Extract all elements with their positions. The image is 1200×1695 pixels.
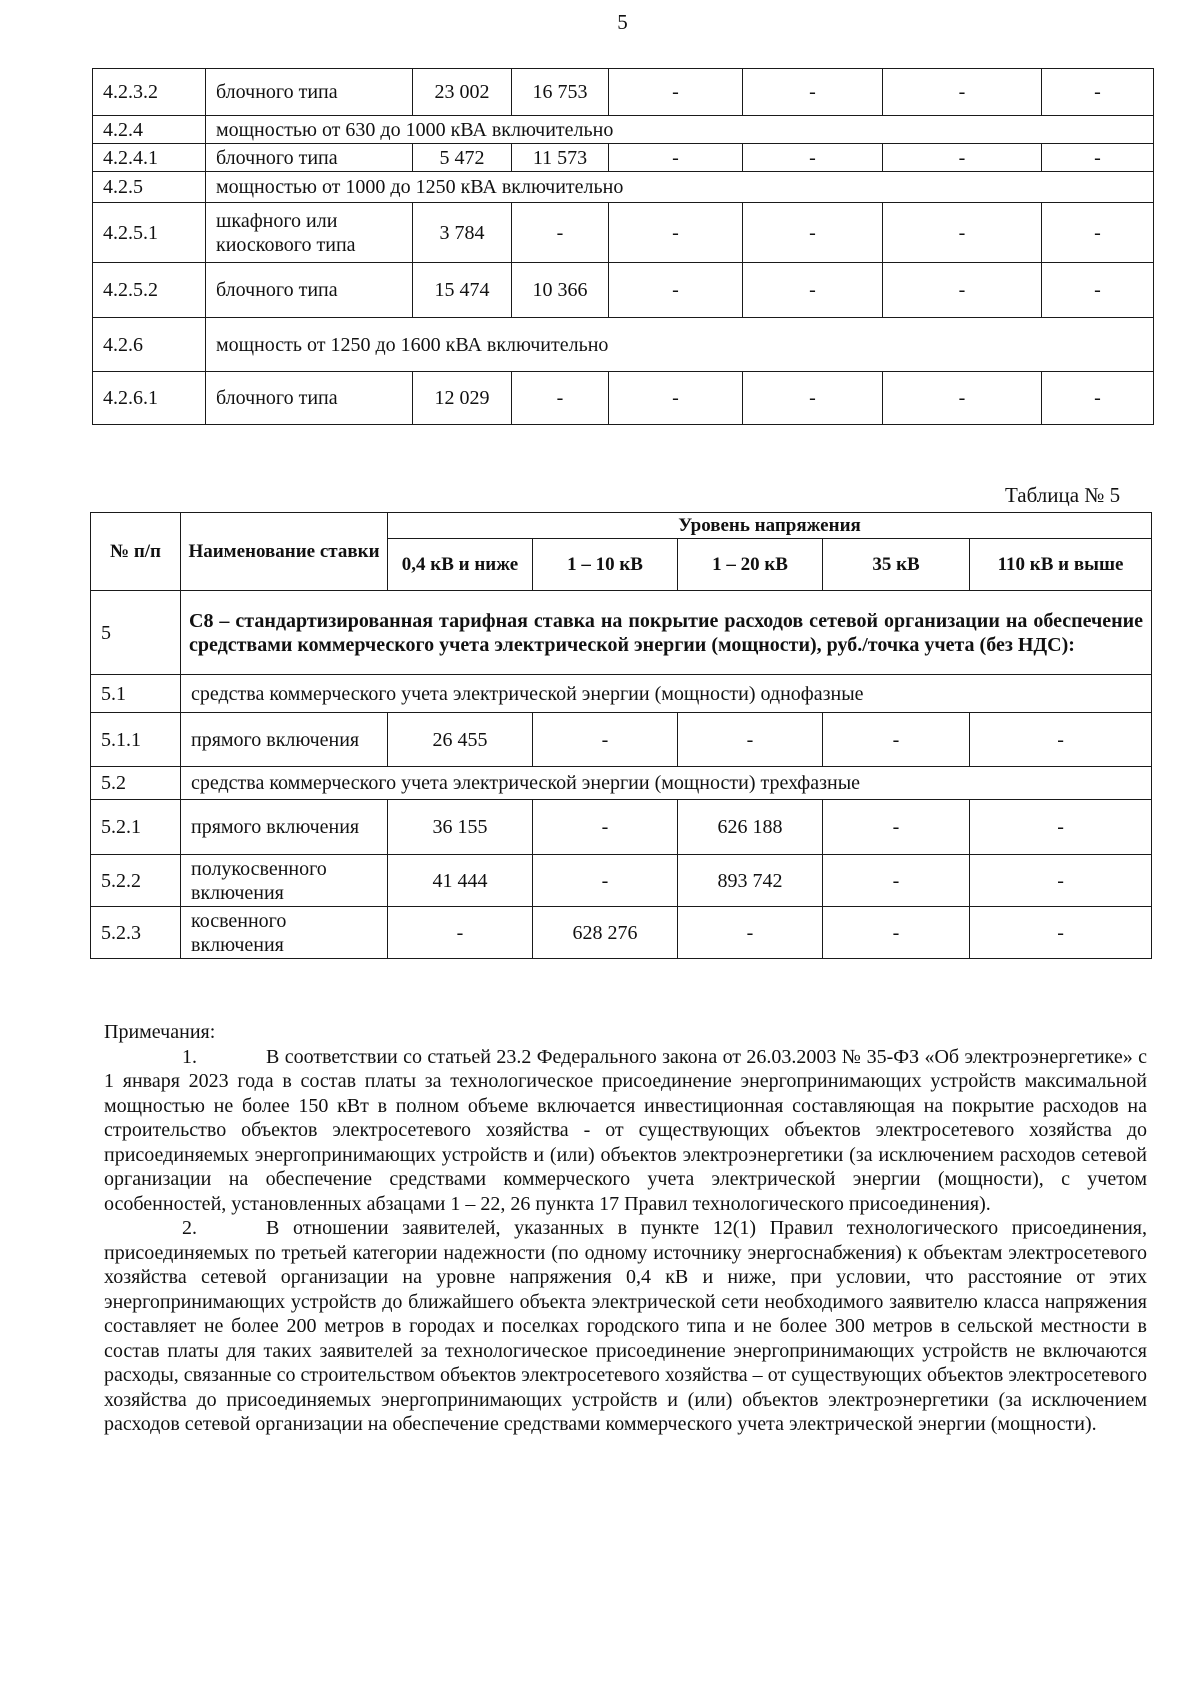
tariff-table (90, 512, 1152, 959)
row-span-text: мощность от 1250 до 1600 кВА включительно (206, 318, 1154, 372)
row-id: 4.2.4 (93, 116, 206, 144)
note-number: 2. (182, 1217, 197, 1239)
table-row (91, 907, 1152, 959)
value-cell: 10 366 (512, 263, 609, 318)
table-row (93, 318, 1154, 372)
value-cell: - (609, 203, 743, 263)
value-cell: - (609, 69, 743, 116)
value-cell: - (1042, 263, 1154, 318)
value-cell: - (743, 263, 883, 318)
row-id: 4.2.6.1 (93, 372, 206, 425)
value-cell: - (883, 69, 1042, 116)
row-id: 5.2.2 (91, 855, 181, 907)
value-cell: - (970, 800, 1152, 855)
table-caption: Таблица № 5 (1005, 483, 1121, 507)
row-name: прямого включения (181, 713, 388, 767)
row-id: 5.2.1 (91, 800, 181, 855)
row-span-text: мощностью от 1000 до 1250 кВА включительно (206, 172, 1154, 203)
row-name: прямого включения (181, 800, 388, 855)
value-cell: - (823, 713, 970, 767)
value-cell: - (743, 372, 883, 425)
header-level: 0,4 кВ и ниже (388, 539, 533, 591)
table-row (93, 69, 1154, 116)
table-row (93, 203, 1154, 263)
table-row (91, 855, 1152, 907)
value-cell: - (823, 800, 970, 855)
row-id: 4.2.6 (93, 318, 206, 372)
row-span-text: средства коммерческого учета электрической энергии (мощности) однофазные (181, 675, 1152, 713)
row-name: шкафного или киоскового типа (206, 203, 413, 263)
value-cell: 15 474 (413, 263, 512, 318)
table-row (93, 172, 1154, 203)
value-cell: - (533, 800, 678, 855)
value-cell: 893 742 (678, 855, 823, 907)
header-num: № п/п (91, 513, 181, 591)
table-row (93, 372, 1154, 425)
row-name: блочного типа (206, 144, 413, 172)
value-cell: 626 188 (678, 800, 823, 855)
value-cell: - (823, 855, 970, 907)
value-cell: 26 455 (388, 713, 533, 767)
value-cell: - (1042, 144, 1154, 172)
value-cell: 12 029 (413, 372, 512, 425)
value-cell: - (1042, 69, 1154, 116)
notes-section (104, 1020, 1147, 1437)
value-cell: 11 573 (512, 144, 609, 172)
value-cell: - (970, 855, 1152, 907)
value-cell: - (970, 713, 1152, 767)
row-name: блочного типа (206, 263, 413, 318)
row-id: 4.2.5.2 (93, 263, 206, 318)
table-row (91, 800, 1152, 855)
table-row (91, 675, 1152, 713)
header-name: Наименование ставки (181, 513, 388, 591)
value-cell: - (970, 907, 1152, 959)
value-cell: - (883, 203, 1042, 263)
value-cell: 628 276 (533, 907, 678, 959)
note-item (104, 1045, 1147, 1217)
value-cell: 3 784 (413, 203, 512, 263)
header-voltage-level: Уровень напряжения (388, 513, 1152, 539)
note-text: В соответствии со статьей 23.2 Федерального закона от 26.03.2003 № 35-ФЗ «Об электроэнергетике» с 1 января 2023 года в состав платы за технологическое присоединение энергопринимающих устройств максимальной мощностью не более 150 кВт в полном объеме включается инвестиционная составляющая на покрытие расходов на строительство объектов электросетевого хозяйства - от существующих объектов электросетевого хозяйства до присоединяемых энергопринимающих устройств и (или) объектов электроэнергетики (за исключением расходов сетевой организации на обеспечение средствами коммерческого учета электрической энергии (мощности), с учетом особенностей, установленных абзацами 1 – 22, 26 пункта 17 Правил технологического присоединения). (104, 1045, 1147, 1215)
value-cell: - (533, 713, 678, 767)
value-cell: - (678, 907, 823, 959)
value-cell: - (609, 144, 743, 172)
row-id: 5.1.1 (91, 713, 181, 767)
table-row (93, 144, 1154, 172)
value-cell: - (678, 713, 823, 767)
value-cell: - (1042, 203, 1154, 263)
value-cell: - (1042, 372, 1154, 425)
note-text: В отношении заявителей, указанных в пункте 12(1) Правил технологического присоединения, присоединяемых по третьей категории надежности (по одному источнику энергоснабжения) к объектам электросетевого хозяйства сетевой организации на уровне напряжения 0,4 кВ и ниже, при условии, что расстояние от этих энергопринимающих устройств до ближайшего объекта электрической сети необходимого заявителю класса напряжения составляет не более 200 метров в городах и поселках городского типа и не более 300 метров в сельской местности в состав платы для таких заявителей за технологическое присоединение энергопринимающих устройств не включаются расходы, связанные со строительством объектов электросетевого хозяйства – от существующих объектов электросетевого хозяйства до присоединяемых энергопринимающих устройств и (или) объектов электроэнергетики (за исключением расходов сетевой организации на обеспечение средствами коммерческого учета электрической энергии (мощности). (104, 1217, 1147, 1435)
note-number: 1. (182, 1045, 197, 1068)
header-row (91, 513, 1152, 539)
table-row (93, 116, 1154, 144)
value-cell: - (609, 372, 743, 425)
section-row (91, 591, 1152, 675)
value-cell: - (743, 203, 883, 263)
value-cell: - (883, 144, 1042, 172)
value-cell: - (512, 372, 609, 425)
header-level: 110 кВ и выше (970, 539, 1152, 591)
value-cell: - (609, 263, 743, 318)
row-id: 4.2.5.1 (93, 203, 206, 263)
value-cell: 41 444 (388, 855, 533, 907)
row-name: блочного типа (206, 372, 413, 425)
table-row (93, 263, 1154, 318)
table-row (91, 713, 1152, 767)
row-id: 5.2.3 (91, 907, 181, 959)
value-cell: - (533, 855, 678, 907)
value-cell: - (743, 144, 883, 172)
value-cell: 36 155 (388, 800, 533, 855)
value-cell: - (512, 203, 609, 263)
header-level: 35 кВ (823, 539, 970, 591)
row-name: полукосвенного включения (181, 855, 388, 907)
value-cell: - (823, 907, 970, 959)
value-cell: 16 753 (512, 69, 609, 116)
value-cell: - (388, 907, 533, 959)
value-cell: 5 472 (413, 144, 512, 172)
row-id: 4.2.5 (93, 172, 206, 203)
value-cell: - (883, 263, 1042, 318)
row-id: 5.1 (91, 675, 181, 713)
table-continuation (92, 68, 1154, 425)
note-item (104, 1216, 1147, 1437)
row-name: блочного типа (206, 69, 413, 116)
row-name: косвенного включения (181, 907, 388, 959)
value-cell: - (743, 69, 883, 116)
header-level: 1 – 10 кВ (533, 539, 678, 591)
row-id: 4.2.4.1 (93, 144, 206, 172)
row-id: 5.2 (91, 767, 181, 800)
page-number: 5 (617, 10, 628, 34)
row-id: 5 (91, 591, 181, 675)
row-id: 4.2.3.2 (93, 69, 206, 116)
row-span-text: средства коммерческого учета электрической энергии (мощности) трехфазные (181, 767, 1152, 800)
section-title: С8 – стандартизированная тарифная ставка на покрытие расходов сетевой организации на обеспечение средствами коммерческого учета электрической энергии (мощности), руб./точка учета (без НДС): (181, 591, 1152, 675)
row-span-text: мощностью от 630 до 1000 кВА включительно (206, 116, 1154, 144)
value-cell: 23 002 (413, 69, 512, 116)
value-cell: - (883, 372, 1042, 425)
table-row (91, 767, 1152, 800)
notes-title: Примечания: (104, 1021, 216, 1043)
header-level: 1 – 20 кВ (678, 539, 823, 591)
